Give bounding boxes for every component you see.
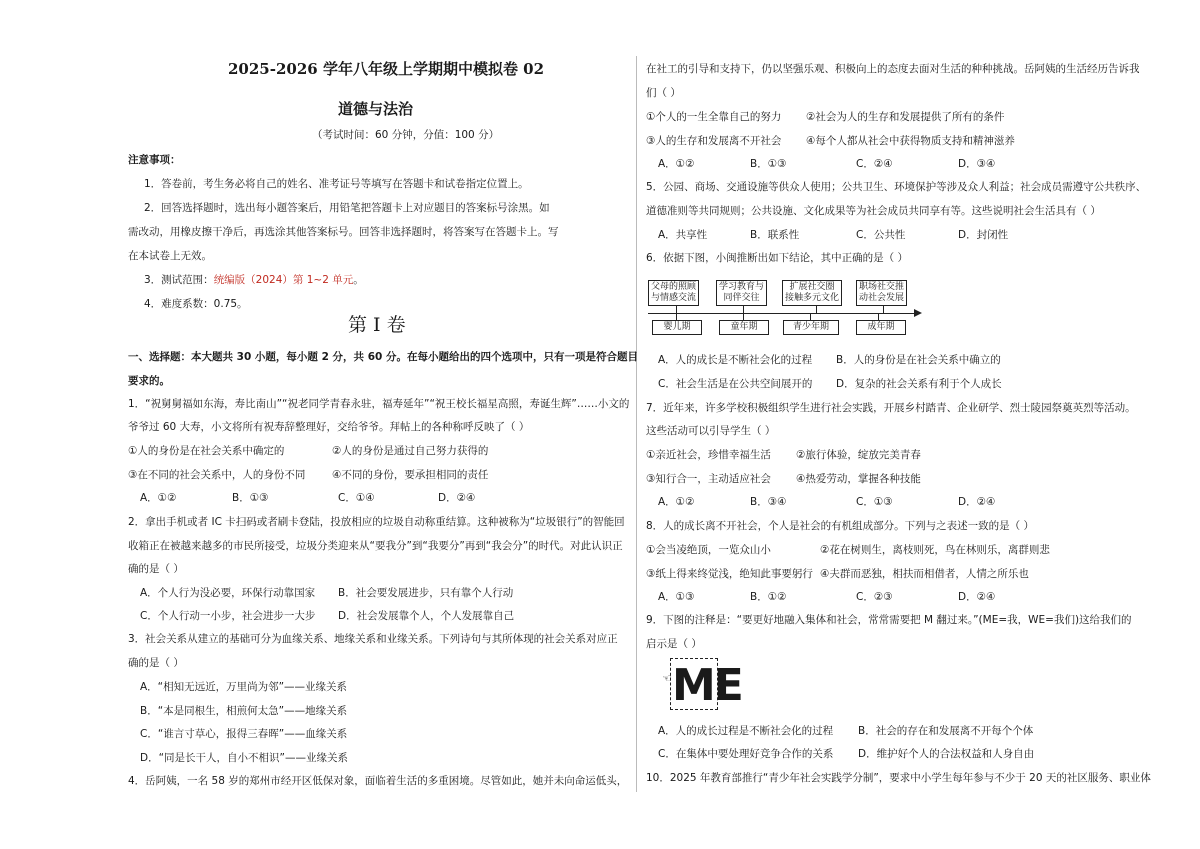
column-divider bbox=[636, 56, 637, 792]
notes-heading: 注意事项： bbox=[128, 154, 181, 166]
q6-option-c[interactable]: C．社会生活是在公共空间展开的 bbox=[658, 378, 813, 390]
q4-statement-2: ②社会为人的生存和发展提供了所有的条件 bbox=[806, 111, 1005, 123]
q8-statement-1: ①会当凌绝顶，一览众山小 bbox=[646, 544, 771, 556]
q9-option-d[interactable]: D．维护好个人的合法权益和人身自由 bbox=[858, 748, 1035, 760]
q4-option-c[interactable]: C．②④ bbox=[856, 158, 893, 170]
q2-stem-line-1: 2．拿出手机或者 IC 卡扫码或者刷卡登陆，投放相应的垃圾自动称重结算。这种被称为“垃圾银行”的智能回 bbox=[128, 516, 625, 528]
q1-statement-4: ④不同的身份，要承担相同的责任 bbox=[332, 469, 489, 481]
q7-statement-2: ②旅行体验，绽放完美青春 bbox=[796, 449, 921, 461]
q7-option-d[interactable]: D．②④ bbox=[958, 496, 996, 508]
q6-stem: 6．依据下图，小闽推断出如下结论，其中正确的是（ ） bbox=[646, 252, 909, 264]
flow-top-box-4-line-2: 动社会发展 bbox=[859, 293, 905, 303]
q4-stem-line-2: 在社工的引导和支持下，仍以坚强乐观、积极向上的态度去面对生活的种种挑战。岳阿姨的生活经历告诉我 bbox=[646, 63, 1140, 75]
note-4: 4．难度系数：0.75。 bbox=[144, 298, 248, 310]
q7-option-c[interactable]: C．①③ bbox=[856, 496, 893, 508]
flow-top-box-1-line-1: 父母的照顾 bbox=[651, 282, 697, 292]
exam-info: （考试时间：60 分钟，分值：100 分） bbox=[312, 129, 500, 141]
q5-option-b[interactable]: B．联系性 bbox=[750, 229, 800, 241]
flow-stage-adulthood: 成年期 bbox=[856, 320, 906, 335]
q3-stem-line-2: 确的是（ ） bbox=[128, 657, 184, 669]
q3-option-d[interactable]: D．“同是长干人，自小不相识”——业缘关系 bbox=[140, 752, 348, 764]
q8-option-d[interactable]: D．②④ bbox=[958, 591, 996, 603]
q9-stem-line-1: 9．下图的注释是：“要更好地融入集体和社会，常常需要把 M 翻过来。”(ME=我，WE=我们)这给我们的 bbox=[646, 614, 1132, 626]
q4-stem-line-1: 4．岳阿姨，一名 58 岁的郑州市经开区低保对象，面临着生活的多重困境。尽管如此，她并未向命运低头， bbox=[128, 775, 628, 787]
q8-statement-2: ②花在树则生，离枝则死，鸟在林则乐，离群则悲 bbox=[820, 544, 1050, 556]
q5-stem-line-2: 道德准则等共同规则；公共设施、文化成果等为社会成员共同享有等。这些说明社会生活具有（ ） bbox=[646, 205, 1101, 217]
q4-option-d[interactable]: D．③④ bbox=[958, 158, 996, 170]
q8-statement-4: ④夫群而恶独，相扶而相借者，人情之所乐也 bbox=[820, 568, 1029, 580]
q8-option-a[interactable]: A．①③ bbox=[658, 591, 695, 603]
q1-option-b[interactable]: B．①③ bbox=[232, 492, 269, 504]
flow-top-box-4 bbox=[856, 280, 907, 306]
q4-statement-3: ③人的生存和发展离不开社会 bbox=[646, 135, 782, 147]
q9-option-c[interactable]: C．在集体中要处理好竞争合作的关系 bbox=[658, 748, 834, 760]
q7-stem-line-1: 7．近年来，许多学校积极组织学生进行社会实践，开展乡村踏青、企业研学、烈士陵园祭奠英烈等活动。 bbox=[646, 402, 1136, 414]
q1-stem-line-2: 爷爷过 60 大寿，小文将所有祝寿辞整理好，交给爷爷。拜帖上的各种称呼反映了（ ） bbox=[128, 421, 530, 433]
flow-top-box-2-line-1: 学习教育与 bbox=[719, 282, 765, 292]
q2-option-c[interactable]: C．个人行动一小步，社会进步一大步 bbox=[140, 610, 316, 622]
q1-option-c[interactable]: C．①④ bbox=[338, 492, 375, 504]
test-range: 统编版（2024）第 1~2 单元 bbox=[213, 274, 354, 286]
note-1: 1．答卷前，考生务必将自己的姓名、准考证号等填写在答题卡和试卷指定位置上。 bbox=[144, 178, 529, 190]
q2-option-a[interactable]: A．个人行为没必要，环保行动靠国家 bbox=[140, 587, 316, 599]
q7-stem-line-2: 这些活动可以引导学生（ ） bbox=[646, 425, 776, 437]
q3-option-b[interactable]: B．“本是同根生，相煎何太急”——地缘关系 bbox=[140, 705, 348, 717]
page-title: 2025-2026 学年八年级上学期期中模拟卷 02 bbox=[228, 60, 545, 78]
timeline-arrow-icon bbox=[914, 309, 922, 317]
q7-option-a[interactable]: A．①② bbox=[658, 496, 695, 508]
q9-option-b[interactable]: B．社会的存在和发展离不开每个个体 bbox=[858, 725, 1034, 737]
q2-stem-line-2: 收箱正在被越来越多的市民所接受，垃圾分类迎来从“要我分”到“我要分”再到“我会分”的时代。对此认识正 bbox=[128, 540, 623, 552]
q7-option-b[interactable]: B．③④ bbox=[750, 496, 787, 508]
q5-option-c[interactable]: C．公共性 bbox=[856, 229, 906, 241]
q5-stem-line-1: 5．公园、商场、交通设施等供众人使用；公共卫生、环境保护等涉及众人利益；社会成员需遵守公共秩序、 bbox=[646, 181, 1147, 193]
q7-statement-3: ③知行合一，主动适应社会 bbox=[646, 473, 771, 485]
q1-statement-2: ②人的身份是通过自己努力获得的 bbox=[332, 445, 489, 457]
q1-statement-3: ③在不同的社会关系中，人的身份不同 bbox=[128, 469, 306, 481]
q9-stem-line-2: 启示是（ ） bbox=[646, 638, 702, 650]
me-illustration bbox=[662, 656, 742, 714]
flow-top-box-1 bbox=[648, 280, 699, 306]
flow-top-box-3-line-1: 扩展社交圈 bbox=[789, 282, 835, 292]
q1-option-a[interactable]: A．①② bbox=[140, 492, 177, 504]
flow-top-box-1-line-2: 与情感交流 bbox=[651, 293, 697, 303]
flow-top-box-2-line-2: 同伴交往 bbox=[723, 293, 760, 303]
q9-option-a[interactable]: A．人的成长过程是不断社会化的过程 bbox=[658, 725, 834, 737]
q2-option-d[interactable]: D．社会发展靠个人，个人发展靠自己 bbox=[338, 610, 515, 622]
q2-stem-line-3: 确的是（ ） bbox=[128, 563, 184, 575]
q8-stem: 8．人的成长离不开社会，个人是社会的有机组成部分。下列与之表述一致的是（ ） bbox=[646, 520, 1035, 532]
q1-stem-line-1: 1．“祝舅舅福如东海，寿比南山”“祝老同学青春永驻，福寿延年”“祝王校长福星高照，寿诞生辉”……小文的 bbox=[128, 398, 630, 410]
q4-statement-1: ①个人的一生全靠自己的努力 bbox=[646, 111, 782, 123]
q4-option-b[interactable]: B．①③ bbox=[750, 158, 787, 170]
flow-stage-childhood: 童年期 bbox=[719, 320, 769, 335]
note-3-suffix: 。 bbox=[353, 274, 364, 286]
timeline-line bbox=[648, 313, 920, 314]
note-2-line-1: 2．回答选择题时，选出每小题答案后，用铅笔把答题卡上对应题目的答案标号涂黑。如 bbox=[144, 202, 550, 214]
flow-top-box-3-line-2: 接触多元文化 bbox=[785, 293, 840, 303]
note-2-line-3: 在本试卷上无效。 bbox=[128, 250, 212, 262]
section-heading-line-2: 要求的。 bbox=[128, 375, 170, 387]
q4-option-a[interactable]: A．①② bbox=[658, 158, 695, 170]
note-3-prefix: 3．测试范围： bbox=[144, 274, 214, 286]
q4-stem-line-3: 们（ ） bbox=[646, 87, 681, 99]
flow-top-box-3 bbox=[782, 280, 842, 306]
q5-option-d[interactable]: D．封闭性 bbox=[958, 229, 1009, 241]
q6-option-b[interactable]: B．人的身份是在社会关系中确立的 bbox=[836, 354, 1001, 366]
q3-option-c[interactable]: C．“谁言寸草心，报得三春晖”——血缘关系 bbox=[140, 728, 348, 740]
note-2-line-2: 需改动，用橡皮擦干净后，再选涂其他答案标号。回答非选择题时，将答案写在答题卡上。写 bbox=[128, 226, 559, 238]
q10-stem-line-1: 10．2025 年教育部推行“青少年社会实践学分制”，要求中小学生每年参与不少于 20 天的社区服务、职业体 bbox=[646, 772, 1151, 784]
hand-icon: ☜ bbox=[662, 672, 672, 685]
section-heading-line-1: 一、选择题：本大题共 30 小题，每小题 2 分，共 60 分。在每小题给出的四个选项中，只有一项是符合题目 bbox=[128, 351, 638, 363]
flow-stage-infant: 婴儿期 bbox=[652, 320, 702, 335]
q7-statement-4: ④热爱劳动，掌握各种技能 bbox=[796, 473, 921, 485]
subject-title: 道德与法治 bbox=[338, 100, 414, 118]
q4-statement-4: ④每个人都从社会中获得物质支持和精神滋养 bbox=[806, 135, 1015, 147]
me-text: ME bbox=[672, 660, 742, 711]
q1-statement-1: ①人的身份是在社会关系中确定的 bbox=[128, 445, 285, 457]
q8-statement-3: ③纸上得来终觉浅，绝知此事要躬行 bbox=[646, 568, 813, 580]
q5-option-a[interactable]: A．共享性 bbox=[658, 229, 708, 241]
q8-option-b[interactable]: B．①② bbox=[750, 591, 787, 603]
q6-option-a[interactable]: A．人的成长是不断社会化的过程 bbox=[658, 354, 813, 366]
q8-option-c[interactable]: C．②③ bbox=[856, 591, 893, 603]
growth-flow-diagram bbox=[646, 280, 946, 340]
q1-option-d[interactable]: D．②④ bbox=[438, 492, 476, 504]
q3-stem-line-1: 3．社会关系从建立的基础可分为血缘关系、地缘关系和业缘关系。下列诗句与其所体现的社会关系对应正 bbox=[128, 633, 618, 645]
flow-stage-adolescence: 青少年期 bbox=[783, 320, 839, 335]
q3-option-a[interactable]: A．“相知无远近，万里尚为邻”——业缘关系 bbox=[140, 681, 348, 693]
q6-option-d[interactable]: D．复杂的社会关系有利于个人成长 bbox=[836, 378, 1002, 390]
flow-top-box-2 bbox=[716, 280, 767, 306]
q7-statement-1: ①亲近社会，珍惜幸福生活 bbox=[646, 449, 771, 461]
q2-option-b[interactable]: B．社会要发展进步，只有靠个人行动 bbox=[338, 587, 514, 599]
note-3 bbox=[144, 273, 364, 287]
part-label: 第 I 卷 bbox=[348, 314, 406, 336]
flow-top-box-4-line-1: 职场社交推 bbox=[859, 282, 905, 292]
